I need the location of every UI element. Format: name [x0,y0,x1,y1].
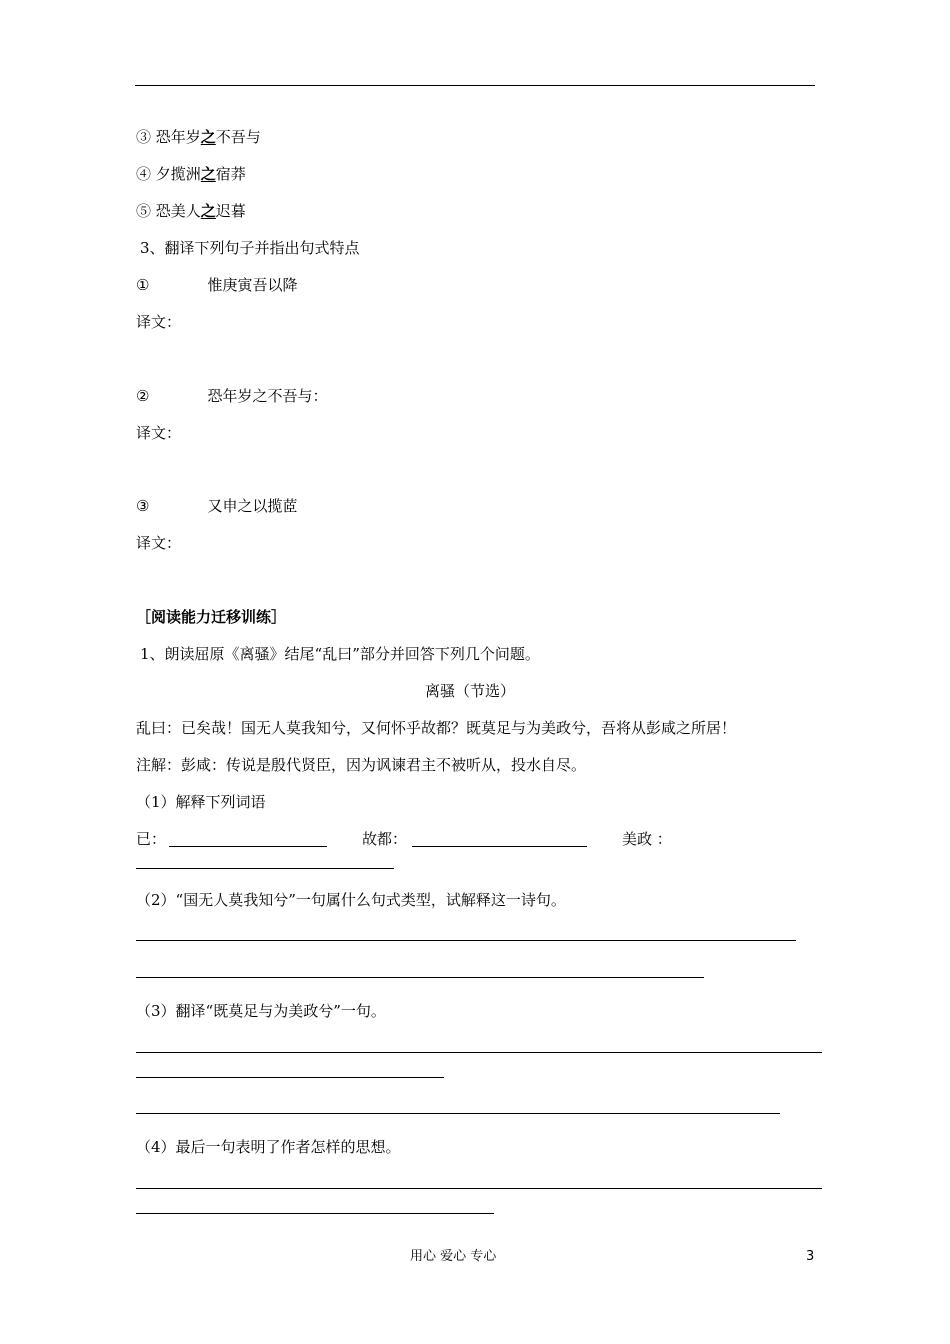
word-3-label: 美政 ： [622,830,672,848]
q3-s3-num: ③ [136,497,150,515]
q3-s1-num: ① [136,276,150,294]
answer-line-3b[interactable] [136,1077,444,1078]
sub-question-1: （1）解释下列词语 [136,793,266,811]
word-1-answer-line[interactable] [169,846,327,847]
word-2-answer-line[interactable] [412,846,587,847]
poem-note: 注解：彭咸：传说是殷代贤臣，因为讽谏君主不被听从，投水自尽。 [136,756,587,774]
item-4-prefix: ④ 夕揽洲 [136,165,201,183]
word-3-answer-line[interactable] [136,868,394,869]
item-5-prefix: ⑤ 恐美人 [136,202,201,220]
answer-line-2b[interactable] [136,977,704,978]
item-4 [136,164,246,184]
poem-title: 离骚（节选） [425,682,516,700]
item-5-zhi: 之 [200,202,216,220]
sub-question-3: （3）翻译“既莫足与为美政兮”一句。 [136,1002,386,1020]
q3-s2-yiwen: 译文： [136,424,182,442]
q3-s1-yiwen: 译文： [136,313,182,331]
q3-sentence-1 [136,275,297,295]
q3-s3-text: 又申之以揽茝 [207,497,298,515]
item-3-suffix: 不吾与 [215,128,261,146]
sub-question-4: （4）最后一句表明了作者怎样的思想。 [136,1138,401,1156]
reading-q1: 1、朗读屈原《离骚》结尾“乱曰”部分并回答下列几个问题。 [140,645,540,663]
q3-s3-yiwen: 译文： [136,534,182,552]
item-5 [136,201,246,221]
q3-s1-text: 惟庚寅吾以降 [207,276,298,294]
item-4-zhi: 之 [200,165,216,183]
word-2-label: 故都： [362,830,408,848]
poem-text: 乱曰：已矣哉！国无人莫我知兮，又何怀乎故都？既莫足与为美政兮，吾将从彭咸之所居！ [136,719,737,737]
item-3 [136,127,261,147]
answer-line-2a[interactable] [136,940,796,941]
q3-title: 3、翻译下列句子并指出句式特点 [140,239,360,257]
item-3-prefix: ③ 恐年岁 [136,128,201,146]
word-1-label: 已： [136,830,167,848]
q3-sentence-2 [136,386,327,406]
answer-line-4a[interactable] [136,1188,822,1189]
section-title: ［阅读能力迁移训练］ [136,608,287,626]
page-number: 3 [806,1249,815,1264]
item-3-zhi: 之 [200,128,216,146]
answer-line-4b[interactable] [136,1213,494,1214]
answer-line-3a[interactable] [136,1052,822,1053]
q3-sentence-3 [136,496,297,516]
item-5-suffix: 迟暮 [215,202,246,220]
item-4-suffix: 宿莽 [215,165,246,183]
footer-motto: 用心 爱心 专心 [410,1249,497,1264]
answer-line-3c[interactable] [136,1113,780,1114]
sub-question-2: （2）“国无人莫我知兮”一句属什么句式类型，试解释这一诗句。 [136,891,566,909]
header-rule [135,85,815,86]
q3-s2-num: ② [136,387,150,405]
q3-s2-text: 恐年岁之不吾与： [207,387,328,405]
